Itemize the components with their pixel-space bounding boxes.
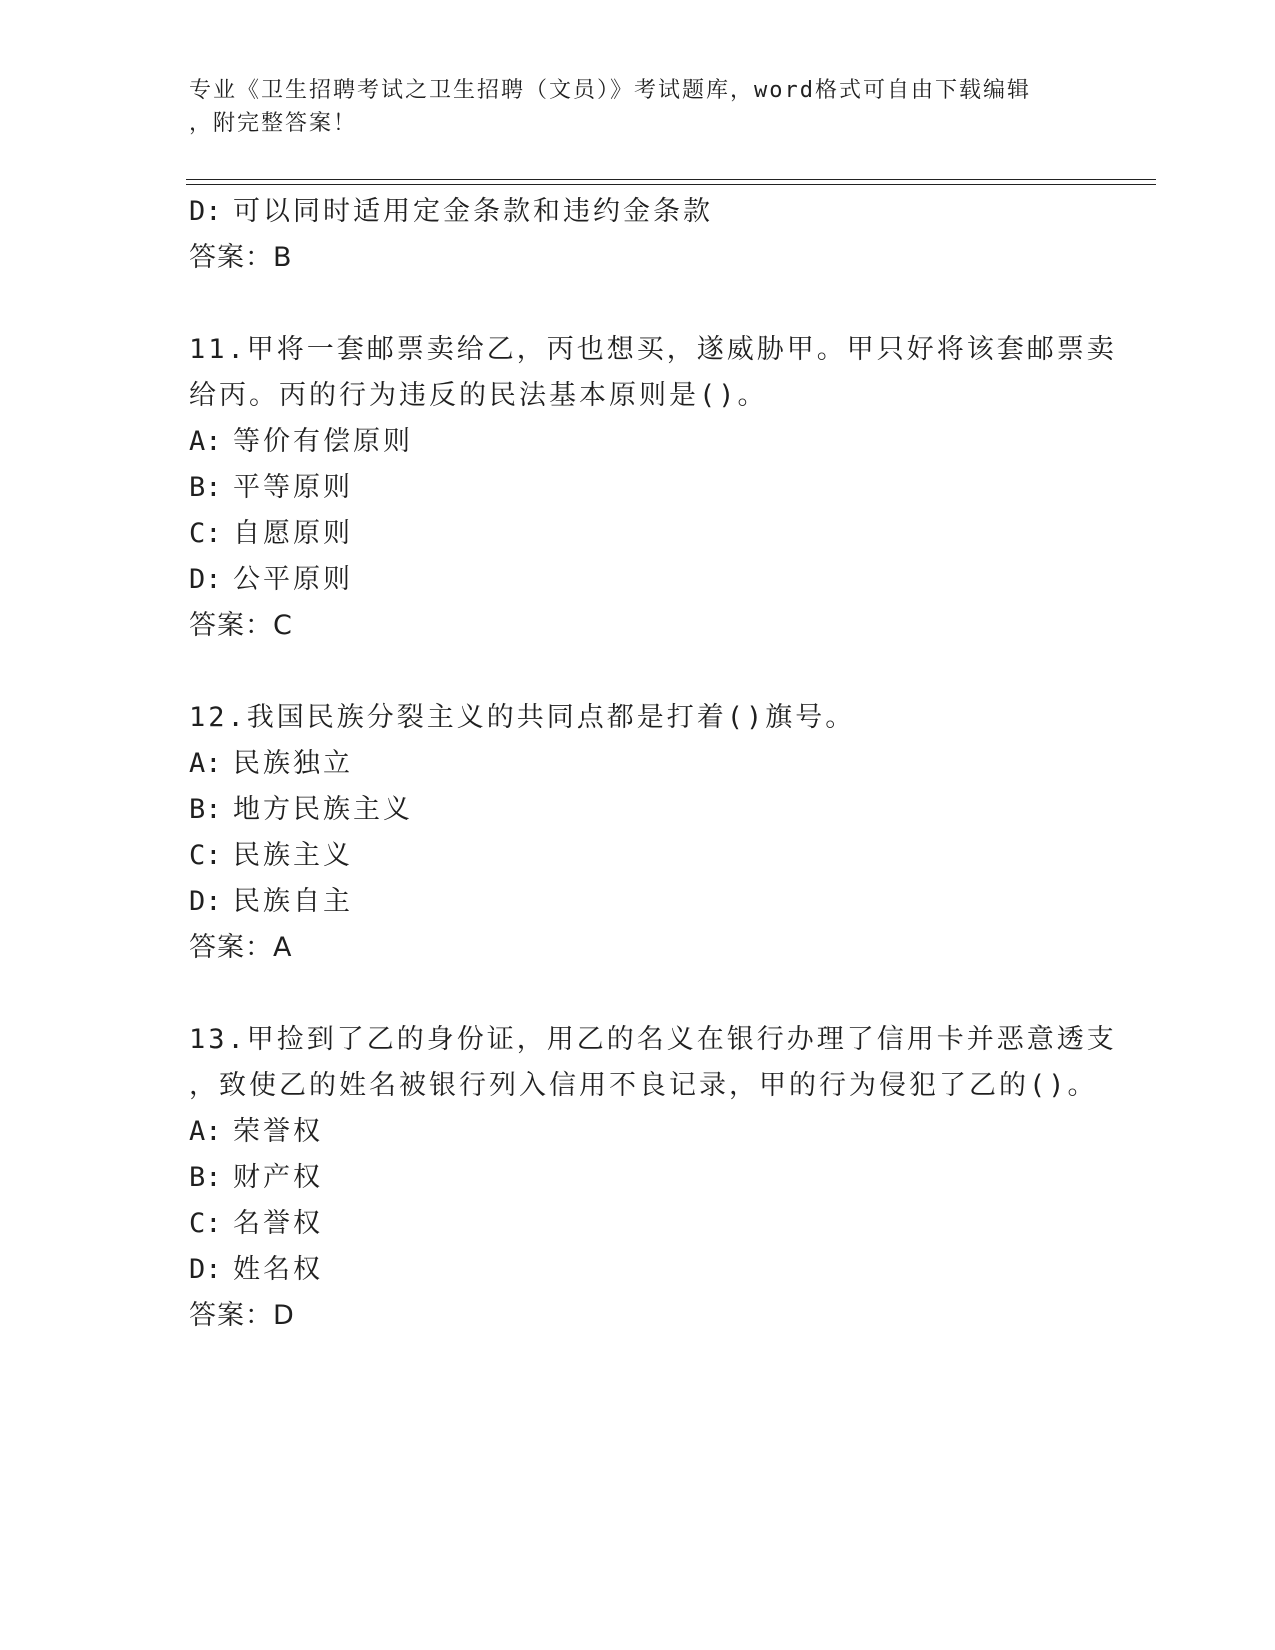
option-c [189,511,1089,557]
option-letter: D: [189,196,222,227]
header-line-2: ，附完整答案！ [189,111,358,136]
option-c [189,1201,1089,1247]
option-text: 平等原则 [233,472,353,503]
option-text: 民族自主 [233,886,353,917]
option-letter: D: [189,1254,222,1285]
header-line-1: 专业《卫生招聘考试之卫生招聘（文员）》考试题库，word格式可自由下载编辑 [189,78,1031,103]
header-divider-top [186,179,1156,180]
option-d [189,557,1089,603]
option-text: 民族独立 [233,748,353,779]
option-d [189,189,1089,235]
option-text: 可以同时适用定金条款和违约金条款 [233,196,713,227]
question-stem: 11.甲将一套邮票卖给乙，丙也想买，遂威胁甲。甲只好将该套邮票卖 [189,334,1117,365]
answer-line: 答案：D [189,1300,295,1331]
option-text: 地方民族主义 [233,794,413,825]
option-c [189,833,1089,879]
option-b [189,1155,1089,1201]
question-list [189,189,1117,1339]
option-text: 名誉权 [233,1208,323,1239]
option-letter: A: [189,1116,222,1147]
option-letter: D: [189,886,222,917]
spacer [189,281,1089,327]
answer-line: 答案：C [189,610,293,641]
header-divider-bottom [186,184,1156,185]
option-text: 民族主义 [233,840,353,871]
option-text: 荣誉权 [233,1116,323,1147]
option-a [189,741,1089,787]
option-b [189,787,1089,833]
option-letter: B: [189,794,222,825]
option-d [189,879,1089,925]
answer-line: 答案：B [189,242,293,273]
option-d [189,1247,1089,1293]
spacer [189,971,1089,1017]
option-letter: C: [189,518,222,549]
option-letter: B: [189,1162,222,1193]
spacer [189,649,1089,695]
option-a [189,419,1089,465]
option-text: 公平原则 [233,564,353,595]
option-letter: C: [189,840,222,871]
option-letter: D: [189,564,222,595]
option-a [189,1109,1089,1155]
question-stem: ，致使乙的姓名被银行列入信用不良记录，甲的行为侵犯了乙的()。 [189,1070,1098,1101]
option-text: 等价有偿原则 [233,426,413,457]
option-letter: A: [189,748,222,779]
question-stem: 13.甲捡到了乙的身份证，用乙的名义在银行办理了信用卡并恶意透支 [189,1024,1117,1055]
answer-line: 答案：A [189,932,293,963]
option-text: 姓名权 [233,1254,323,1285]
option-letter: B: [189,472,222,503]
option-text: 财产权 [233,1162,323,1193]
option-text: 自愿原则 [233,518,353,549]
question-stem: 给丙。丙的行为违反的民法基本原则是()。 [189,380,768,411]
document-header [189,74,1069,140]
option-b [189,465,1089,511]
option-letter: C: [189,1208,222,1239]
option-letter: A: [189,426,222,457]
question-stem: 12.我国民族分裂主义的共同点都是打着()旗号。 [189,702,856,733]
